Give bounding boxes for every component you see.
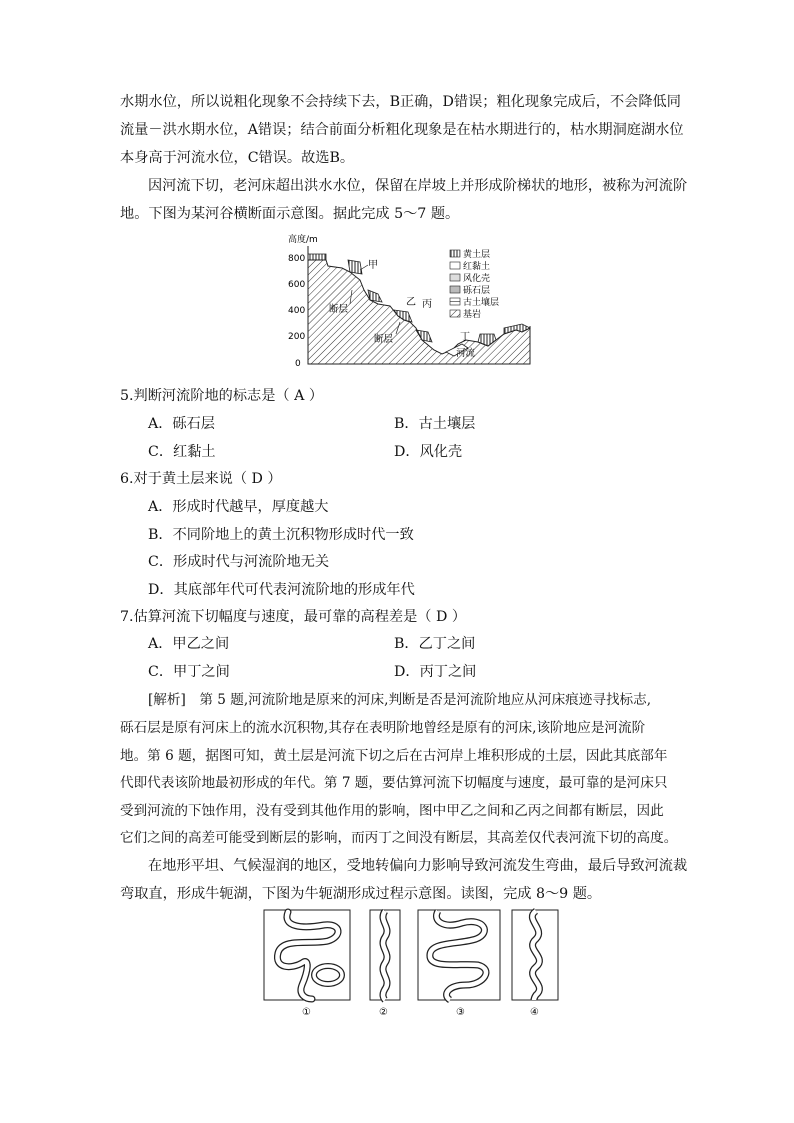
y-tick: 0 <box>295 359 301 369</box>
option-d: D．丙丁之间 <box>394 664 477 680</box>
option-a: A．甲乙之间 <box>148 636 230 652</box>
question-stem: 5.判断河流阶地的标志是（ A ） <box>120 388 324 404</box>
analysis-line: 它们之间的高差可能受到断层的影响，而丙丁之间没有断层，其高差仅代表河流下切的高度。 <box>120 830 678 846</box>
option-c: C．甲丁之间 <box>148 664 230 680</box>
question-stem: 6.对于黄土层来说（ D ） <box>120 471 282 487</box>
option-b: B．古土壤层 <box>394 416 476 432</box>
text-line: 地。下图为某河谷横断面示意图。据此完成 5～7 题。 <box>120 206 460 222</box>
option-b: B．不同阶地上的黄土沉积物形成时代一致 <box>148 527 414 543</box>
text-line: 在地形平坦、气候湿润的地区，受地转偏向力影响导致河流发生弯曲，最后导致河流裁 <box>148 858 688 874</box>
label-yi: 乙 <box>406 297 416 308</box>
text-line: 因河流下切，老河床超出洪水水位，保留在岸坡上并形成阶梯状的地形，被称为河流阶 <box>148 178 688 194</box>
legend-item: 风化壳 <box>463 274 491 284</box>
analysis-line: 代即代表该阶地最初形成的年代。第 7 题，要估算河流下切幅度与速度，最可靠的是河床只 <box>120 775 668 791</box>
analysis-line: 受到河流的下蚀作用，没有受到其他作用的影响，图中甲乙之间和乙丙之间都有断层，因此 <box>120 803 664 819</box>
panel-label: ③ <box>456 1007 465 1018</box>
option-d: D．其底部年代可代表河流阶地的形成年代 <box>148 582 415 598</box>
option-c: C．红黏土 <box>148 444 216 460</box>
text-line: 本身高于河流水位，C错误。故选B。 <box>120 150 355 166</box>
option-d: D．风化壳 <box>394 444 463 460</box>
analysis-line: [解析] 第 5 题,河流阶地是原来的河床,判断是否是河流阶地应从河床痕迹寻找标志, <box>148 692 652 708</box>
label-ding: 丁 <box>460 332 470 343</box>
option-c: C．形成时代与河流阶地无关 <box>148 554 330 570</box>
y-tick: 400 <box>288 306 306 316</box>
panel-label: ④ <box>530 1007 539 1018</box>
legend-item: 黄土层 <box>463 250 491 260</box>
legend-item: 古土壤层 <box>463 298 500 308</box>
label-river: 河流 <box>456 348 476 359</box>
oxbow-lake-figure <box>262 907 562 1019</box>
option-b: B．乙丁之间 <box>394 636 476 652</box>
analysis-line: 地。第 6 题，据图可知，黄土层是河流下切之后在古河岸上堆积形成的土层，因此其底部年 <box>120 748 668 764</box>
label-fault-1: 断层 <box>329 304 349 315</box>
panel-label: ① <box>302 1007 311 1018</box>
panel-label: ② <box>379 1007 388 1018</box>
analysis-line: 砾石层是原有河床上的流水沉积物,其存在表明阶地曾经是原有的河床,该阶地应是河流阶 <box>120 720 646 736</box>
text-line: 流量－洪水期水位，A错误；结合前面分析粗化现象是在枯水期进行的，枯水期洞庭湖水位 <box>120 122 684 138</box>
y-tick: 800 <box>288 254 306 264</box>
label-bing: 丙 <box>422 299 432 310</box>
option-a: A．形成时代越早，厚度越大 <box>148 499 329 515</box>
y-tick: 200 <box>288 332 306 342</box>
text-line: 水期水位，所以说粗化现象不会持续下去，B正确，D错误；粗化现象完成后，不会降低同 <box>120 94 681 110</box>
valley-cross-section-figure <box>282 230 540 380</box>
label-fault-2: 断层 <box>374 334 394 345</box>
legend <box>450 248 499 320</box>
text-line: 弯取直，形成牛轭湖，下图为牛轭湖形成过程示意图。读图，完成 8～9 题。 <box>120 886 602 902</box>
label-jia: 甲 <box>368 260 378 271</box>
question-stem: 7.估算河流下切幅度与速度，最可靠的高程差是（ D ） <box>120 609 467 625</box>
legend-item: 红黏土 <box>463 262 491 272</box>
option-a: A．砾石层 <box>148 416 215 432</box>
y-tick: 600 <box>288 280 306 290</box>
legend-item: 基岩 <box>463 310 482 320</box>
y-axis-label: 高度/m <box>288 235 318 245</box>
legend-item: 砾石层 <box>463 286 491 296</box>
